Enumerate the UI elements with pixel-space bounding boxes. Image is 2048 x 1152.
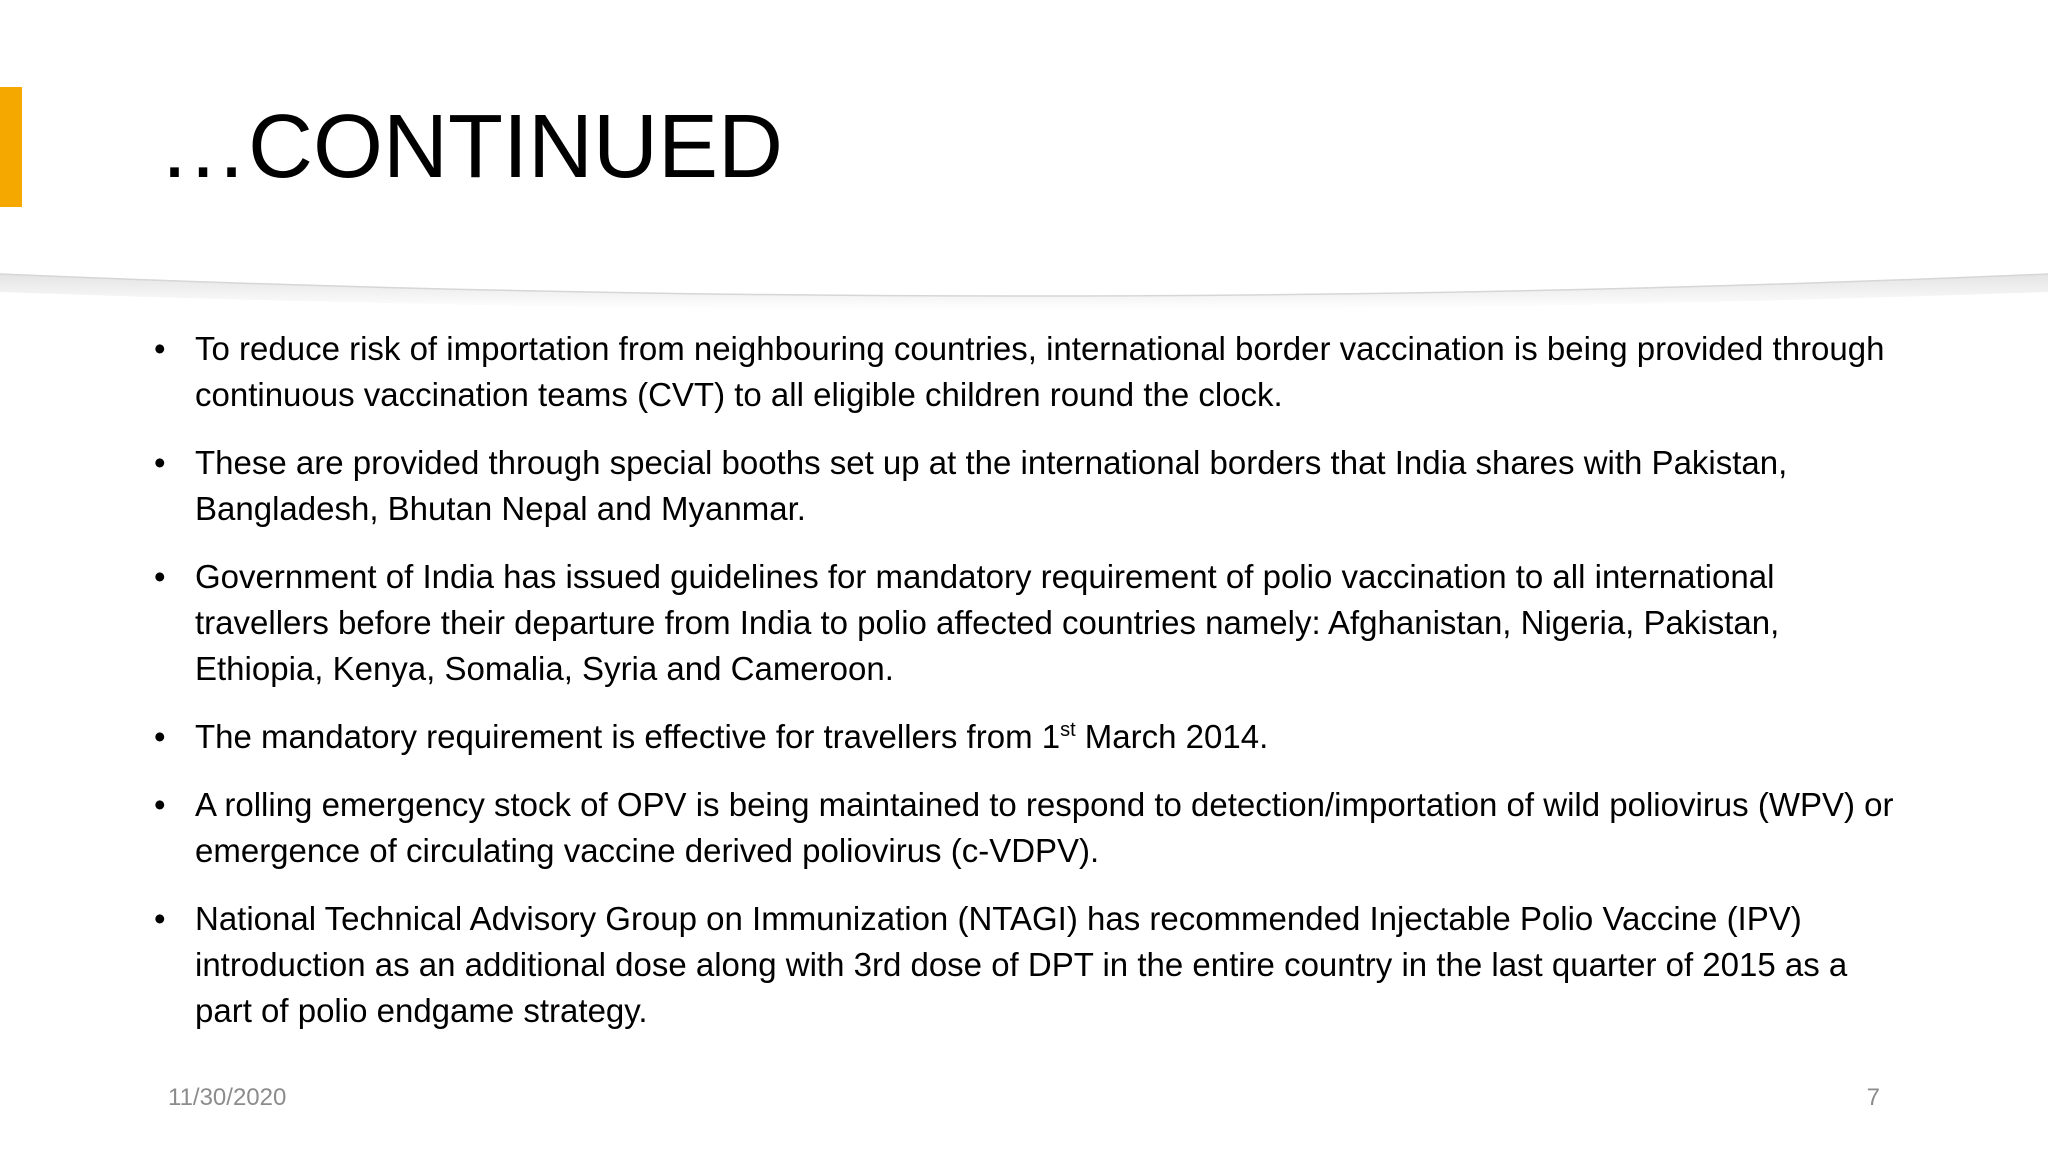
- bullet-marker: •: [154, 900, 166, 937]
- bullet-text-before: The mandatory requirement is effective for travellers from 1: [195, 718, 1061, 755]
- bullet-text: To reduce risk of importation from neighbouring countries, international border vaccination is being provided through continuous vaccination teams (CVT) to all eligible children round the clock.: [195, 330, 1885, 413]
- bullet-list: [150, 326, 1900, 1056]
- bullet-marker: •: [154, 718, 166, 755]
- bullet-marker: •: [154, 444, 166, 481]
- bullet-text: A rolling emergency stock of OPV is being maintained to respond to detection/importation of wild poliovirus (WPV) or emergence of circulating vaccine derived poliovirus (c-VDPV).: [195, 786, 1894, 869]
- bullet-marker: •: [154, 330, 166, 367]
- bullet-text-after: March 2014.: [1075, 718, 1269, 755]
- list-item: [150, 440, 1900, 532]
- page-number: 7: [1866, 1084, 1880, 1111]
- ordinal-superscript: st: [1060, 719, 1076, 741]
- bullet-marker: •: [154, 786, 166, 823]
- title-accent-bar: [0, 87, 22, 207]
- list-item: [150, 326, 1900, 418]
- bullet-text: National Technical Advisory Group on Immunization (NTAGI) has recommended Injectable Polio Vaccine (IPV) introduction as an additional dose along with 3rd dose of DPT in the entire country in the last quarter of 2015 as a part of polio endgame strategy.: [195, 900, 1848, 1029]
- header-divider-curve: [0, 262, 2048, 322]
- bullet-marker: •: [154, 558, 166, 595]
- list-item: [150, 896, 1900, 1034]
- list-item: [150, 554, 1900, 692]
- footer-date: 11/30/2020: [168, 1084, 287, 1111]
- bullet-text: Government of India has issued guidelines for mandatory requirement of polio vaccination to all international travellers before their departure from India to polio affected countries namely: Afghanistan, Nigeria, Pakistan, Ethiopia, Kenya, Somalia, Syria and Cameroon.: [195, 558, 1780, 687]
- slide-title: …CONTINUED: [158, 97, 783, 197]
- list-item: [150, 782, 1900, 874]
- bullet-text: These are provided through special booths set up at the international borders that India shares with Pakistan, Bangladesh, Bhutan Nepal and Myanmar.: [195, 444, 1788, 527]
- list-item: [150, 714, 1900, 760]
